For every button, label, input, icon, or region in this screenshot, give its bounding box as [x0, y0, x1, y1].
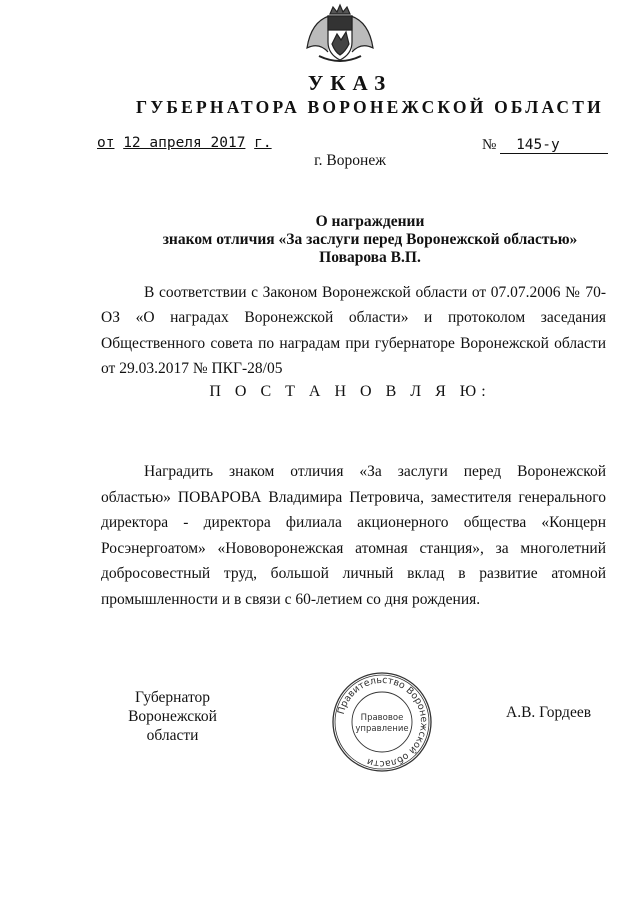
- order-paragraph: Наградить знаком отличия «За заслуги перед Воронежской областью» ПОВАРОВА Владимира Петровича, заместителя генерального директора - директора филиала акционерного общества «Концерн Росэнергоатом» «Нововоронежская атомная станция», за многолетний добросовестный труд, большой личный вклад в развитие атомной промышленности и в связи с 60-летием со дня рождения.: [101, 463, 606, 608]
- document-date: [97, 135, 272, 151]
- document-issuer: ГУБЕРНАТОРА ВОРОНЕЖСКОЙ ОБЛАСТИ: [136, 97, 604, 117]
- document-city: г. Воронеж: [314, 152, 386, 169]
- subject-line: О награждении: [315, 213, 425, 230]
- signatory-title-line: Воронежской области: [128, 708, 217, 744]
- signatory-title: [101, 688, 244, 745]
- number-label: №: [482, 137, 497, 153]
- signatory-name: А.В. Гордеев: [506, 704, 592, 721]
- stamp-inner-line: управление: [355, 724, 409, 734]
- date-value: 12 апреля 2017: [123, 135, 246, 151]
- decree-word: П О С Т А Н О В Л Я Ю:: [209, 383, 491, 400]
- number-value: 145-у: [500, 138, 608, 154]
- coat-of-arms-emblem: [299, 2, 381, 68]
- document-subject: [90, 213, 640, 267]
- stamp-inner-line: Правовое: [360, 713, 404, 723]
- preamble-paragraph: В соответствии с Законом Воронежской области от 07.07.2006 № 70-ОЗ «О наградах Воронежской области» и протоколом заседания Общественного совета по наградам при губернаторе Воронежской области от 29.03.2017 № ПКГ-28/05: [101, 284, 606, 377]
- date-prefix: от: [97, 135, 115, 151]
- date-suffix: г.: [254, 135, 272, 151]
- subject-line: Поварова В.П.: [319, 249, 421, 266]
- document-title: УКАЗ: [307, 71, 393, 95]
- subject-line: знаком отличия «За заслуги перед Воронежской областью»: [162, 231, 578, 248]
- signatory-title-line: Губернатор: [134, 689, 211, 706]
- stamp-outer-text: Правительство Воронежской области: [335, 674, 430, 770]
- approval-stamp: [330, 670, 434, 774]
